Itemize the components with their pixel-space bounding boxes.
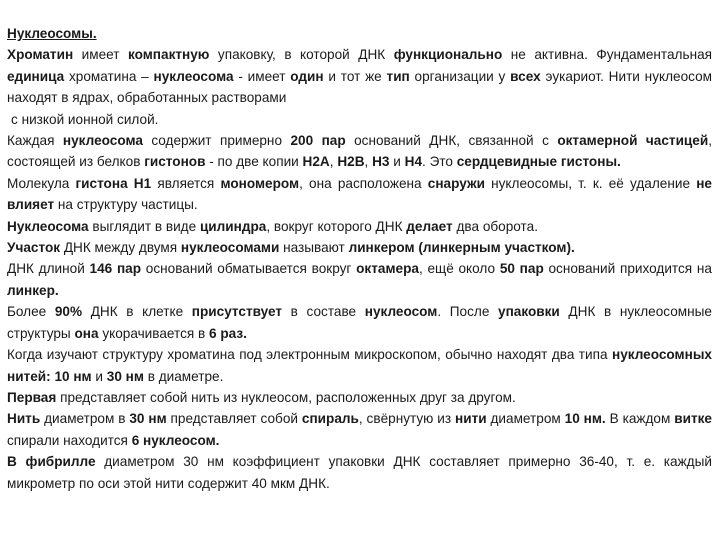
text-run: . Это	[422, 154, 457, 170]
text-run: в диаметре.	[143, 368, 224, 384]
paragraph	[7, 44, 712, 108]
text-run: В каждом	[605, 411, 675, 427]
text-run: с низкой ионной силой.	[11, 111, 159, 127]
text-run: содержит примерно	[142, 133, 291, 149]
text-run: ,	[364, 154, 373, 170]
text-run: , вокруг которого ДНК	[266, 218, 407, 234]
bold-text: один	[290, 68, 324, 84]
paragraph	[7, 258, 712, 301]
bold-text: всех	[510, 68, 541, 84]
bold-text: спираль	[301, 411, 359, 427]
bold-text: Нуклеосома	[7, 218, 89, 234]
text-run: оснований обматывается вокруг	[141, 261, 357, 277]
bold-text: упаковки	[498, 304, 560, 320]
bold-text: мономером	[220, 175, 300, 191]
text-run: - по две копии	[205, 154, 303, 170]
text-run: , состоящей из белков	[7, 133, 712, 170]
text-run: нуклеосомы, т. к. её удаление	[484, 175, 697, 191]
bold-text: Первая	[7, 389, 57, 405]
bold-text: 10 нм.	[564, 411, 606, 427]
text-run: укорачивается в	[98, 325, 210, 341]
bold-text: витке	[674, 411, 712, 427]
bold-text: компактную	[128, 47, 210, 63]
bold-text: 90%	[54, 304, 83, 320]
bold-text: нуклеосома	[153, 68, 234, 84]
paragraph	[7, 237, 712, 258]
text-run: и	[389, 154, 405, 170]
text-run: Молекула	[7, 175, 76, 191]
text-run: упаковку, в которой ДНК	[209, 47, 394, 63]
text-run: диаметром	[486, 411, 565, 427]
bold-text: октамера	[356, 261, 419, 277]
bold-text: нуклеосом	[364, 304, 438, 320]
paragraph	[7, 130, 712, 173]
bold-text: Н2В	[337, 154, 365, 170]
bold-text: 30 нм	[106, 368, 144, 384]
bold-text: Н3	[372, 154, 390, 170]
document-body	[7, 23, 712, 494]
text-run: на структуру частицы.	[54, 197, 198, 213]
bold-text: не влияет	[7, 175, 712, 213]
text-run: и тот же	[323, 68, 387, 84]
bold-text: Нить	[7, 411, 41, 427]
text-run: . После	[437, 304, 499, 320]
text-run: спирали находится	[7, 432, 132, 448]
bold-text: гистона Н1	[75, 175, 152, 191]
text-run: представляет собой	[166, 411, 302, 427]
text-run: диаметром в	[40, 411, 130, 427]
bold-text: делает	[406, 218, 453, 234]
text-run: ДНК между двумя	[60, 240, 181, 256]
text-run: Каждая	[7, 133, 63, 149]
text-run: имеет	[73, 47, 128, 63]
text-run: , она расположена	[299, 175, 428, 191]
text-run: Более	[7, 304, 55, 320]
bold-text: В фибрилле	[7, 454, 96, 470]
text-run: Когда изучают структуру хроматина под электронным микроскопом, обычно находят два типа	[7, 347, 612, 363]
bold-text: тип	[386, 68, 410, 84]
paragraph-list	[7, 44, 712, 494]
bold-text: Н2А	[302, 154, 330, 170]
text-run: не активна. Фундаментальная	[502, 47, 712, 63]
bold-text: нуклеосомных нитей: 10 нм	[7, 347, 712, 384]
paragraph	[7, 344, 712, 387]
bold-text: Участок	[7, 240, 61, 256]
bold-text: цилиндра	[199, 218, 267, 234]
bold-text: присутствует	[191, 304, 283, 320]
bold-text: 6 раз.	[209, 325, 247, 341]
paragraph	[7, 301, 712, 344]
bold-text: 200 пар	[290, 133, 346, 149]
bold-text: 30 нм	[129, 411, 167, 427]
paragraph	[7, 109, 712, 130]
text-run: ,	[329, 154, 338, 170]
text-run: оснований ДНК, связанной с	[345, 133, 558, 149]
bold-text: нуклеосома	[62, 133, 143, 149]
text-run: ДНК в нуклеосомные структуры	[7, 304, 712, 341]
text-run: оснований приходится на	[543, 261, 712, 277]
bold-text: нуклеосомами	[180, 240, 280, 256]
paragraph	[7, 173, 712, 216]
bold-text: 50 пар	[499, 261, 544, 277]
bold-text: она	[74, 325, 99, 341]
text-run: два оборота.	[452, 218, 538, 234]
text-run: представляет собой нить из нуклеосом, расположенных друг за другом.	[56, 389, 516, 405]
bold-text: гистонов	[144, 154, 206, 170]
text-run: в составе	[282, 304, 365, 320]
text-run: выглядит в виде	[88, 218, 200, 234]
paragraph	[7, 451, 712, 494]
bold-text: Н4	[404, 154, 423, 170]
text-run: , ещё около	[418, 261, 500, 277]
bold-text: снаружи	[427, 175, 485, 191]
text-run: называют	[279, 240, 349, 256]
bold-text: Хроматин	[7, 47, 74, 63]
bold-text: частицей	[645, 133, 709, 149]
text-run: эукариот. Нити нуклеосом находят в ядрах, обработанных растворами	[7, 68, 712, 106]
bold-text: сердцевидные гистоны.	[456, 154, 621, 170]
paragraph	[7, 216, 712, 237]
bold-text: нити	[455, 411, 487, 427]
text-run: является	[151, 175, 221, 191]
text-run: диаметром 30 нм коэффициент упаковки ДНК составляет примерно 36-40, т. е. каждый микрометр по оси этой нити содержит 40 мкм ДНК.	[7, 454, 712, 491]
bold-text: линкер.	[7, 282, 59, 298]
text-run: организации у	[409, 68, 511, 84]
paragraph	[7, 408, 712, 451]
paragraph	[7, 387, 712, 408]
text-run: хроматина –	[64, 68, 154, 84]
text-run	[637, 133, 645, 148]
page-title: Нуклеосомы.	[7, 26, 97, 41]
bold-text: 6 нуклеосом.	[131, 432, 220, 448]
text-run: и	[91, 368, 107, 384]
bold-text: 146 пар	[89, 261, 142, 277]
text-run: ДНК в клетке	[82, 304, 192, 320]
bold-text: функционально	[393, 47, 503, 63]
bold-text: октамерной	[557, 133, 638, 149]
text-run: - имеет	[233, 68, 291, 84]
bold-text: единица	[7, 68, 65, 84]
text-run: , свёрнутую из	[358, 411, 455, 427]
bold-text: линкером (линкерным участком).	[348, 240, 575, 256]
text-run: ДНК длиной	[7, 261, 90, 277]
